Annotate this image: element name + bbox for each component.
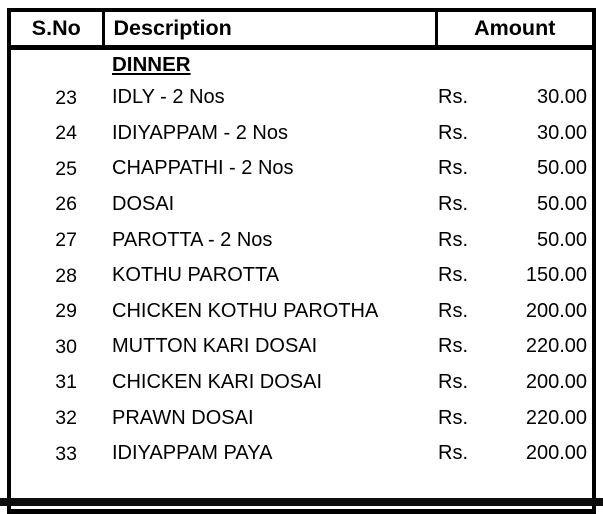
table-row: [9, 80, 594, 116]
table-row: [9, 116, 594, 152]
cell-sno: 30: [9, 329, 103, 365]
table-row: [9, 294, 594, 330]
cell-description: DOSAI: [103, 187, 436, 223]
cell-sno: 28: [9, 258, 103, 294]
cell-currency: Rs.: [436, 400, 488, 436]
cell-amount: 200.00: [488, 365, 594, 401]
column-header-sno: S.No: [9, 10, 103, 47]
cell-sno: 24: [9, 116, 103, 152]
cell-currency: Rs.: [436, 329, 488, 365]
cell-sno: 25: [9, 151, 103, 187]
cell-currency: Rs.: [436, 294, 488, 330]
cell-description: IDIYAPPAM - 2 Nos: [103, 116, 436, 152]
section-sno-cell: [9, 47, 103, 80]
cell-currency: Rs.: [436, 436, 488, 472]
table-row: [9, 222, 594, 258]
cell-description: CHAPPATHI - 2 Nos: [103, 151, 436, 187]
cell-sno: 23: [9, 80, 103, 116]
cell-currency: Rs.: [436, 222, 488, 258]
cell-description: KOTHU PAROTTA: [103, 258, 436, 294]
capture-bottom-band: [0, 498, 603, 506]
cell-sno: 32: [9, 400, 103, 436]
cell-amount: 200.00: [488, 436, 594, 472]
cell-sno: 31: [9, 365, 103, 401]
cell-amount: 50.00: [488, 151, 594, 187]
cell-currency: Rs.: [436, 80, 488, 116]
table-row: [9, 151, 594, 187]
cell-sno: 29: [9, 294, 103, 330]
cell-amount: 220.00: [488, 400, 594, 436]
table-row: [9, 187, 594, 223]
cell-sno: 26: [9, 187, 103, 223]
section-heading-row: [9, 47, 594, 80]
table-row: [9, 400, 594, 436]
cell-sno: 33: [9, 436, 103, 472]
cell-description: IDLY - 2 Nos: [103, 80, 436, 116]
cell-currency: Rs.: [436, 116, 488, 152]
cell-description: CHICKEN KARI DOSAI: [103, 365, 436, 401]
cell-amount: 50.00: [488, 222, 594, 258]
cell-description: IDIYAPPAM PAYA: [103, 436, 436, 472]
cell-currency: Rs.: [436, 365, 488, 401]
table-row: [9, 365, 594, 401]
column-header-amount: Amount: [436, 10, 594, 47]
table-header: [9, 10, 594, 47]
cell-amount: 200.00: [488, 294, 594, 330]
menu-price-table: [7, 8, 596, 514]
column-header-description: Description: [103, 10, 436, 47]
table-row: [9, 258, 594, 294]
cell-description: CHICKEN KOTHU PAROTHA: [103, 294, 436, 330]
cell-description: PAROTTA - 2 Nos: [103, 222, 436, 258]
table-body: [9, 47, 594, 512]
cell-currency: Rs.: [436, 258, 488, 294]
cell-amount: 30.00: [488, 116, 594, 152]
cell-currency: Rs.: [436, 187, 488, 223]
table-row: [9, 329, 594, 365]
section-currency-cell: [436, 47, 488, 80]
table-row: [9, 436, 594, 472]
table-header-row: [9, 10, 594, 47]
cell-currency: Rs.: [436, 151, 488, 187]
cell-amount: 30.00: [488, 80, 594, 116]
cell-description: MUTTON KARI DOSAI: [103, 329, 436, 365]
section-label-cell: [103, 47, 436, 80]
section-label: DINNER: [112, 52, 191, 76]
cell-amount: 50.00: [488, 187, 594, 223]
cell-sno: 27: [9, 222, 103, 258]
section-amount-cell: [488, 47, 594, 80]
cell-amount: 220.00: [488, 329, 594, 365]
cell-description: PRAWN DOSAI: [103, 400, 436, 436]
cell-amount: 150.00: [488, 258, 594, 294]
